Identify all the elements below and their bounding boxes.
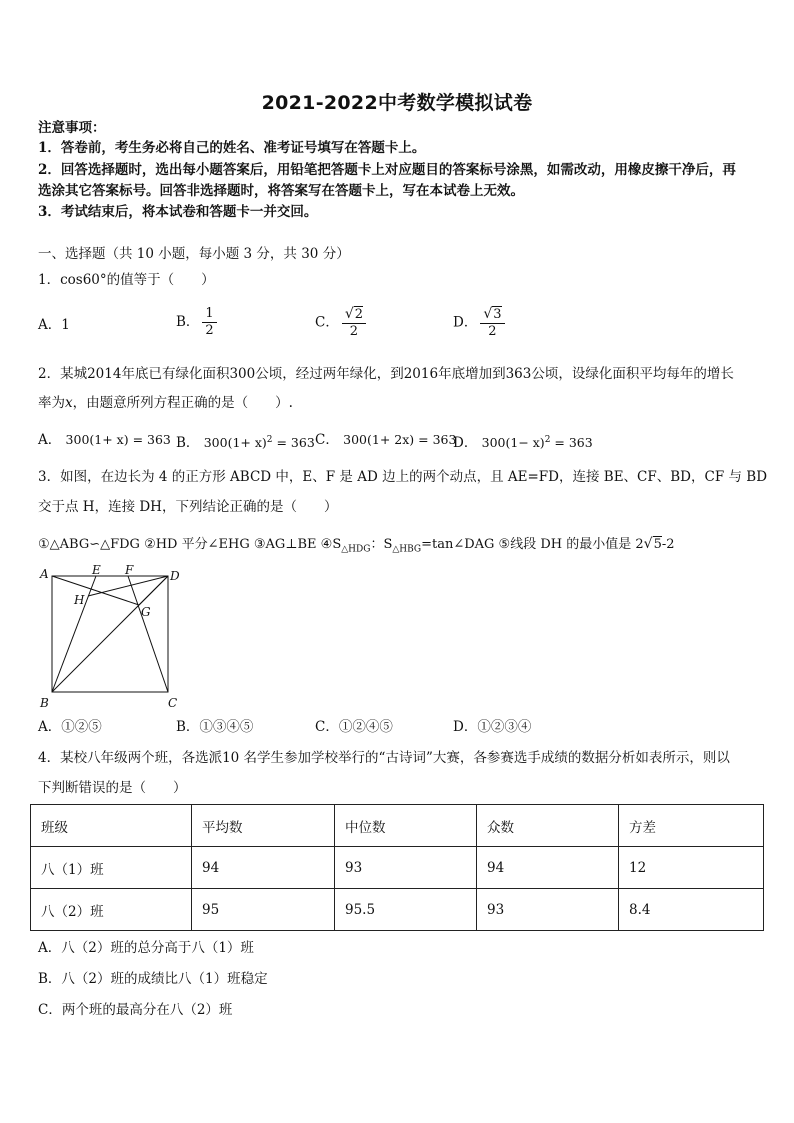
figure-label-f: F bbox=[125, 563, 134, 577]
q2-d-label: D． bbox=[453, 435, 478, 452]
section-heading: 一、选择题（共 10 小题，每小题 3 分，共 30 分） bbox=[38, 246, 350, 262]
q2-line-2-post: ，由题意所列方程正确的是（ ）. bbox=[72, 395, 293, 411]
figure-label-d: D bbox=[170, 569, 180, 583]
q3-c-label: C． bbox=[315, 719, 339, 735]
q1-c-num: 2 bbox=[354, 307, 364, 322]
q3-d-value: ①②③④ bbox=[477, 719, 532, 735]
q3-c-value: ①②④⑤ bbox=[338, 719, 393, 735]
q3-line-2: 交于点 H，连接 DH，下列结论正确的是（ ） bbox=[38, 499, 338, 515]
figure-label-g: G bbox=[141, 605, 151, 619]
q2-b-exponent: 2 bbox=[266, 435, 273, 445]
q3-b-label: B． bbox=[176, 719, 200, 735]
q3-conc-sub-2: △HBG bbox=[392, 544, 422, 555]
q3-a-label: A． bbox=[38, 719, 62, 735]
q2-option-b bbox=[176, 430, 315, 453]
table-cell: 8.4 bbox=[619, 889, 764, 931]
table-cell: 93 bbox=[477, 889, 619, 931]
figure-label-h: H bbox=[74, 593, 85, 607]
segment-ag bbox=[52, 576, 139, 605]
table-row bbox=[31, 847, 764, 889]
q3-line-1: 3．如图，在边长为 4 的正方形 ABCD 中，E、F 是 AD 边上的两个动点，且 AE=FD，连接 BE、CF、BD，CF 与 BD bbox=[38, 469, 768, 485]
square-geometry-figure bbox=[30, 562, 190, 712]
q2-option-d bbox=[453, 430, 593, 453]
table-cell: 八（1）班 bbox=[31, 847, 192, 889]
table-cell: 12 bbox=[619, 847, 764, 889]
figure-label-b: B bbox=[40, 696, 49, 710]
q3-option-c bbox=[315, 717, 393, 737]
table-row bbox=[31, 889, 764, 931]
q2-b-label: B． bbox=[176, 435, 200, 452]
q1-b-label: B． bbox=[176, 314, 200, 330]
notice-item-3: 3．考试结束后，将本试卷和答题卡一并交回。 bbox=[38, 204, 318, 220]
table-header-cell: 中位数 bbox=[335, 805, 477, 847]
score-analysis-table bbox=[30, 804, 764, 931]
page-title: 2021-2022中考数学模拟试卷 bbox=[261, 92, 533, 114]
q4-line-1: 4．某校八年级两个班，各选派10 名学生参加学校举行的“古诗词”大赛，各参赛选手成绩的数据分析如表所示，则以 bbox=[38, 750, 730, 766]
q1-stem: 1．cos60°的值等于（ ） bbox=[38, 272, 215, 288]
q3-a-value: ①②⑤ bbox=[61, 719, 102, 735]
figure-label-c: C bbox=[168, 696, 178, 710]
table-header-cell: 方差 bbox=[619, 805, 764, 847]
segment-gd bbox=[139, 576, 168, 605]
figure-label-a: A bbox=[40, 567, 49, 581]
table-cell: 95 bbox=[192, 889, 335, 931]
q2-d-eq-pre: 300(1− x) bbox=[481, 435, 545, 451]
q1-a-label: A． bbox=[38, 317, 62, 333]
q1-b-den: 2 bbox=[205, 323, 214, 338]
q2-a-equation: 300(1+ x) = 363 bbox=[65, 432, 171, 447]
q1-b-fraction bbox=[202, 306, 216, 339]
notice-heading: 注意事项： bbox=[38, 120, 106, 136]
q1-option-c bbox=[315, 306, 366, 340]
radical-sign: √ bbox=[344, 306, 354, 322]
notice-item-2b: 选涂其它答案标号。回答非选择题时，将答案写在答题卡上，写在本试卷上无效。 bbox=[38, 183, 524, 199]
q3-d-label: D． bbox=[453, 719, 478, 735]
q1-b-num: 1 bbox=[202, 306, 216, 323]
table-cell: 94 bbox=[192, 847, 335, 889]
q1-option-d bbox=[453, 306, 505, 340]
q2-d-exponent: 2 bbox=[544, 435, 551, 445]
q1-d-fraction bbox=[480, 306, 504, 340]
q4-line-2: 下判断错误的是（ ） bbox=[38, 780, 187, 796]
q3-conc-sub-1: △HDG bbox=[341, 544, 371, 555]
table-cell: 八（2）班 bbox=[31, 889, 192, 931]
figure-label-e: E bbox=[92, 563, 101, 577]
q1-d-num: 3 bbox=[493, 307, 502, 322]
q1-c-label: C． bbox=[315, 314, 339, 331]
q1-d-label: D． bbox=[453, 314, 478, 331]
q3-b-value: ①③④⑤ bbox=[199, 719, 254, 735]
q2-b-eq-post: = 363 bbox=[272, 435, 315, 451]
q2-option-c bbox=[315, 430, 456, 450]
table-header-row bbox=[31, 805, 764, 847]
q1-a-value: 1 bbox=[61, 317, 70, 333]
q1-option-a bbox=[38, 315, 70, 335]
q4-option-b: B．八（2）班的成绩比八（1）班稳定 bbox=[38, 971, 268, 987]
q3-conc-post: =tan∠DAG ⑤线段 DH 的最小值是 2 bbox=[421, 537, 644, 552]
table-cell: 95.5 bbox=[335, 889, 477, 931]
q3-conc-mid: ：S bbox=[370, 537, 393, 552]
radical-sign: √ bbox=[483, 306, 493, 322]
segment-cf bbox=[128, 576, 168, 692]
notice-item-2a: 2．回答选择题时，选出每小题答案后，用铅笔把答题卡上对应题目的答案标号涂黑，如需改动，用橡皮擦干净后，再 bbox=[38, 162, 736, 178]
notice-item-1: 1．答卷前，考生务必将自己的姓名、准考证号填写在答题卡上。 bbox=[38, 140, 426, 156]
table-header-cell: 平均数 bbox=[192, 805, 335, 847]
q3-option-d bbox=[453, 717, 531, 737]
q1-d-den: 2 bbox=[488, 324, 497, 339]
q4-option-c: C．两个班的最高分在八（2）班 bbox=[38, 1002, 233, 1018]
q2-c-equation: 300(1+ 2x) = 363 bbox=[343, 432, 457, 447]
q2-d-equation bbox=[482, 435, 593, 450]
q2-b-eq-pre: 300(1+ x) bbox=[203, 435, 267, 451]
segment-hd bbox=[88, 576, 168, 596]
q3-option-b bbox=[176, 717, 253, 737]
q2-b-equation bbox=[204, 435, 315, 450]
q2-c-label: C． bbox=[315, 432, 339, 448]
q1-option-b bbox=[176, 306, 217, 339]
table-cell: 93 bbox=[335, 847, 477, 889]
q1-c-den: 2 bbox=[349, 324, 359, 339]
q2-option-a bbox=[38, 430, 171, 450]
radical-sign: √ bbox=[643, 536, 653, 552]
q1-c-fraction bbox=[342, 306, 366, 340]
q3-conc-pre: ①△ABG∽△FDG ②HD 平分∠EHG ③AG⊥BE ④S bbox=[38, 537, 342, 552]
q2-d-eq-post: = 363 bbox=[550, 435, 593, 451]
q2-line-1: 2．某城2014年底已有绿化面积300公顷，经过两年绿化，到2016年底增加到363公顷，设绿化面积平均每年的增长 bbox=[38, 366, 734, 382]
q2-variable: x bbox=[65, 395, 73, 411]
q3-conc-root: 5 bbox=[653, 537, 662, 552]
q3-option-a bbox=[38, 717, 102, 737]
q2-line-2-pre: 率为 bbox=[38, 395, 65, 411]
table-header-cell: 众数 bbox=[477, 805, 619, 847]
table-header-cell: 班级 bbox=[31, 805, 192, 847]
q4-option-a: A．八（2）班的总分高于八（1）班 bbox=[38, 940, 254, 956]
q2-a-label: A． bbox=[38, 432, 62, 448]
q2-line-2 bbox=[38, 393, 293, 413]
table-cell: 94 bbox=[477, 847, 619, 889]
q3-conc-end: -2 bbox=[661, 537, 675, 552]
q3-conclusions bbox=[38, 534, 675, 560]
